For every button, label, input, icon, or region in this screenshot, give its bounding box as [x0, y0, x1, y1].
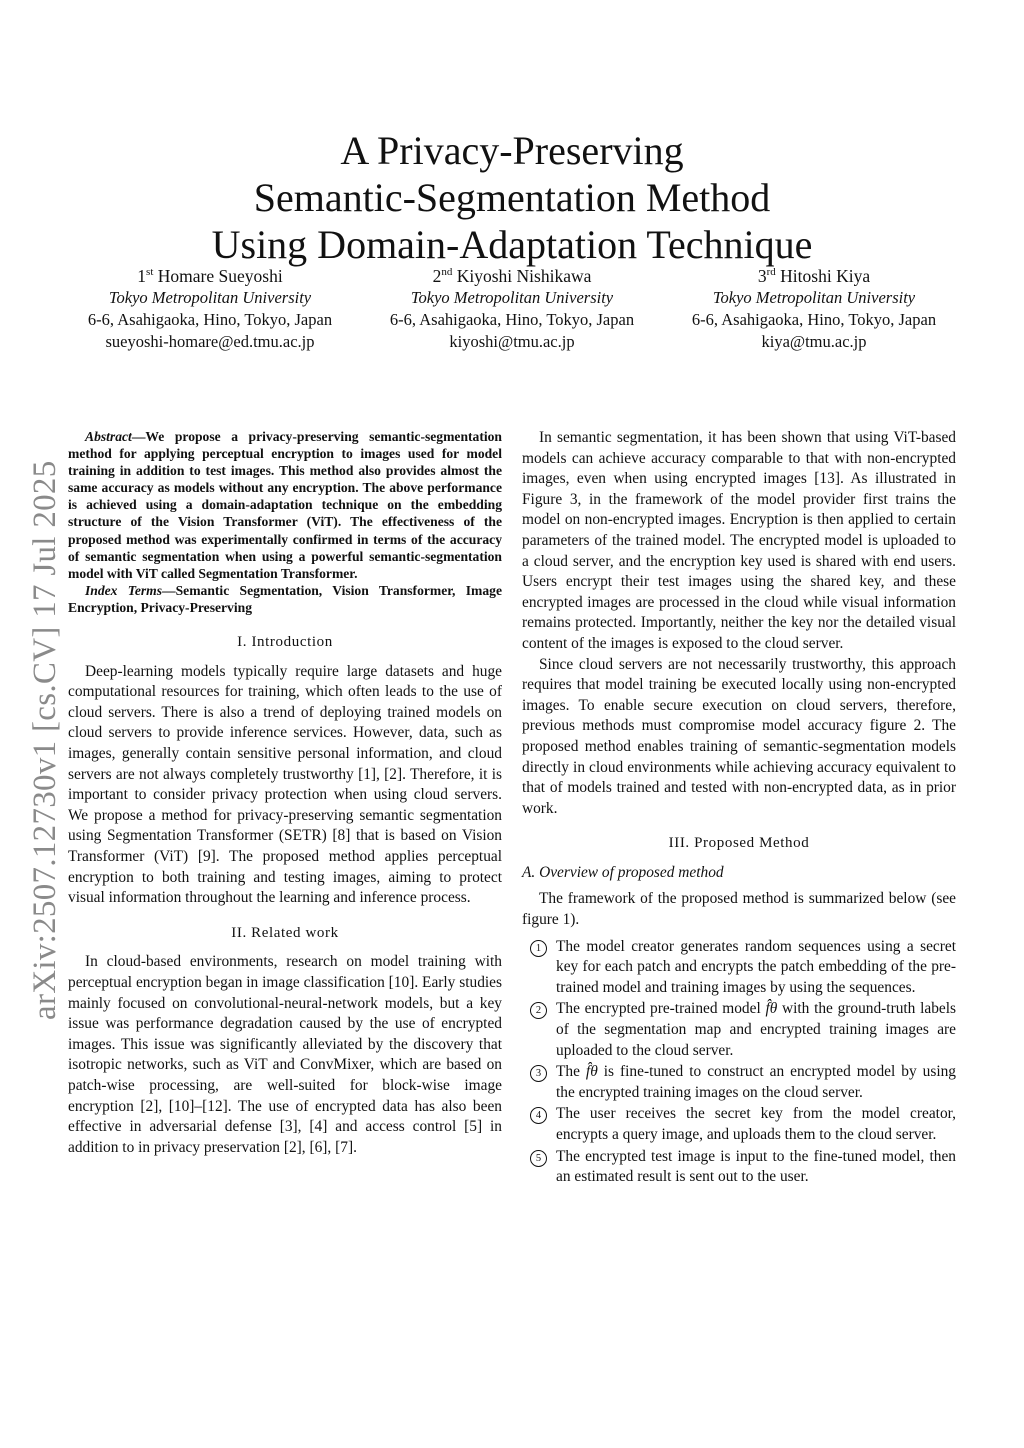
author-2-name: Kiyoshi Nishikawa: [456, 266, 592, 286]
proposed-method-intro: The framework of the proposed method is summarized below (see figure 1).: [522, 890, 956, 929]
framework-steps-list: [522, 937, 956, 1188]
author-3-ordinal-suffix: rd: [766, 266, 776, 279]
step-3-text-before: The: [556, 1063, 586, 1081]
author-3-address: 6-6, Asahigaoka, Hino, Tokyo, Japan: [691, 310, 937, 329]
author-1-ordinal-suffix: st: [146, 266, 154, 279]
author-3-name: Hitoshi Kiya: [780, 266, 871, 286]
abstract-lead: Abstract: [85, 429, 132, 444]
section-heading-related-work: II. Related work: [231, 924, 339, 941]
step-3-text: [556, 1062, 956, 1103]
author-2-ordinal-suffix: nd: [441, 266, 453, 279]
abstract: [68, 428, 502, 582]
list-item: [522, 1062, 956, 1103]
step-5-text: The encrypted test image is input to the fine-tuned model, then an estimated result is sent out to the user.: [556, 1147, 956, 1186]
step-2-marker: 2: [530, 1002, 547, 1019]
step-4-text: The user receives the secret key from the model creator, encrypts a query image, and uploads them to the cloud server.: [556, 1105, 956, 1143]
author-1: [60, 265, 360, 353]
author-2-email: kiyoshi@tmu.ac.jp: [449, 332, 575, 351]
step-3-marker: 3: [530, 1065, 547, 1082]
author-2-address: 6-6, Asahigaoka, Hino, Tokyo, Japan: [389, 310, 635, 329]
model-symbol: f̂θ: [585, 1063, 598, 1081]
author-3-email: kiya@tmu.ac.jp: [761, 332, 867, 351]
title-line-3: Using Domain-Adaptation Technique: [211, 221, 813, 267]
step-2-text-before: The encrypted pre-trained model: [556, 1000, 766, 1018]
author-1-address: 6-6, Asahigaoka, Hino, Tokyo, Japan: [87, 310, 333, 329]
title-line-1: A Privacy-Preserving: [340, 127, 684, 173]
step-3-text-after: is fine-tuned to construct an encrypted model by using the encrypted training images on the cloud server.: [556, 1063, 956, 1101]
segmentation-paragraph-2: Since cloud servers are not necessarily trustworthy, this approach requires that model training be executed locally using non-encrypted images. To enable secure execution on cloud servers, therefore, previous methods must compromise model accuracy figure 2. The proposed method enables training of semantic-segmentation models directly in cloud environments while achieving accuracy equivalent to that of models trained and tested with non-encrypted data, as in prior work.: [522, 655, 956, 817]
author-3: [664, 265, 964, 353]
list-item: [522, 1147, 956, 1188]
list-item: [522, 999, 956, 1061]
title-line-2: Semantic-Segmentation Method: [253, 174, 771, 220]
left-column: [68, 428, 502, 1158]
arxiv-identifier-stamp: arXiv:2507.12730v1 [cs.CV] 17 Jul 2025: [27, 460, 63, 1020]
section-heading-proposed-method: III. Proposed Method: [668, 835, 810, 852]
model-symbol: f̂θ: [765, 1000, 778, 1018]
section-heading-introduction: I. Introduction: [237, 634, 333, 651]
related-work-paragraph: In cloud-based environments, research on model training with perceptual encryption began in image classification [10]. Early studies mainly focused on convolutional-neural-network models, but a key issue was performance degradation caused by the use of encrypted images. This issue was significantly alleviated by the discovery that isotropic networks, such as ViT and ConvMixer, which are based on patch-wise processing, are well-suited for block-wise image encryption [2], [10]–[12]. The use of encrypted data has also been effective in adversarial defense [3], [4] and access control [5] in addition to in privacy preservation [2], [6], [7].: [68, 953, 502, 1156]
author-1-email: sueyoshi-homare@ed.tmu.ac.jp: [105, 332, 315, 351]
author-2-affiliation: Tokyo Metropolitan University: [410, 288, 614, 307]
index-terms: [68, 582, 502, 616]
right-column: [522, 428, 956, 1189]
abstract-text: —We propose a privacy-preserving semantic-segmentation method for applying perceptual encryption to images used for model training in addition to test images. This method also provides almost the same accuracy as models without any encryption. The above performance is achieved using a domain-adaptation technique on the embedding structure of the Vision Transformer (ViT). The effectiveness of the proposed method was experimentally confirmed in terms of the accuracy of semantic segmentation when using a powerful semantic-segmentation model with ViT called Segmentation Transformer.: [68, 429, 502, 581]
list-item: [522, 1104, 956, 1145]
author-1-affiliation: Tokyo Metropolitan University: [108, 288, 312, 307]
list-item: [522, 937, 956, 999]
step-2-text-after: with the ground-truth labels of the segmentation map and encrypted training images are uploaded to the cloud server.: [556, 1000, 956, 1059]
step-4-marker: 4: [530, 1107, 547, 1124]
author-2: [362, 265, 662, 353]
author-1-ordinal: 1: [137, 266, 147, 286]
author-1-name: Homare Sueyoshi: [157, 266, 283, 286]
introduction-paragraph: Deep-learning models typically require large datasets and huge computational resources for training, which often leads to the use of cloud servers. There is also a trend of deploying trained models on cloud servers to provide inference services. However, data, such as images, generally contain sensitive personal information, and cloud servers are not always completely trustworthy [1], [2]. Therefore, it is important to consider privacy protection when using cloud servers. We propose a method for privacy-preserving semantic segmentation using Segmentation Transformer (SETR) [8] that is based on Vision Transformer (ViT) [9]. The proposed method applies perceptual encryption to both training and testing images, aiming to protect visual information throughout the learning and inference process.: [68, 662, 502, 907]
author-2-ordinal: 2: [432, 266, 442, 286]
paper-title: [0, 127, 1024, 268]
step-1-text: The model creator generates random sequences using a secret key for each patch and encrypts the patch embedding of the pre-trained model and training images by using the sequences.: [556, 937, 956, 996]
step-1-marker: 1: [530, 940, 547, 957]
author-3-ordinal: 3: [757, 266, 767, 286]
index-terms-lead: Index Terms: [85, 582, 163, 598]
segmentation-paragraph-1: In semantic segmentation, it has been shown that using ViT-based models can achieve accuracy comparable to that with non-encrypted images, even when using encrypted images [13]. As illustrated in Figure 3, in the framework of the model provider first trains the model on non-encrypted images. Encryption is then applied to certain parameters of the trained model. The encrypted model is uploaded to a cloud server, and the encryption key used is shared with end users. Users encrypt their test images using the shared key, and these encrypted images are processed in the cloud while visual information remains protected. Importantly, neither the key nor the detailed visual content of the images is exposed to the cloud server.: [522, 429, 956, 652]
subsection-heading-overview: A. Overview of proposed method: [522, 863, 724, 881]
step-5-marker: 5: [530, 1150, 547, 1167]
step-2-text: [556, 999, 956, 1061]
author-block: [60, 265, 964, 353]
author-3-affiliation: Tokyo Metropolitan University: [712, 288, 916, 307]
index-terms-text: —Semantic Segmentation, Vision Transformer, Image Encryption, Privacy-Preserving: [68, 582, 502, 615]
